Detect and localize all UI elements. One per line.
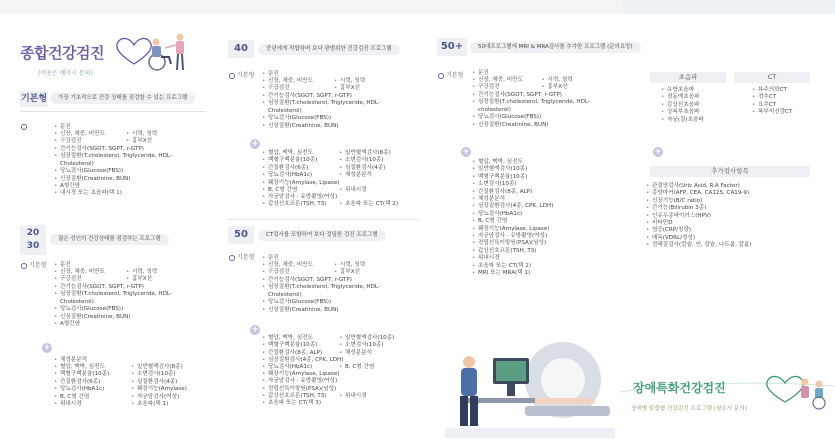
age50-extra-items2 <box>262 371 339 393</box>
list-item: • 흉부X선 <box>126 276 194 283</box>
list-item: • 혈압, 맥박, 심전도 <box>472 159 553 166</box>
list-item: • B, C형 간염 <box>472 218 553 225</box>
list-item: • 위내시경 <box>54 401 127 408</box>
age40-extra-pairs <box>262 150 412 180</box>
list-item: • 위내시경 <box>339 187 412 194</box>
list-item: • 문진 <box>472 70 489 77</box>
list-item: • 비타민D <box>646 220 752 227</box>
list-item: • 요추CT <box>752 102 792 109</box>
ct-list <box>752 87 792 117</box>
special-title: 장애특화건강검진 <box>633 381 726 395</box>
plus-icon: + <box>654 147 662 157</box>
list-item: • 구강검진 <box>54 276 122 283</box>
list-item: • 소변검사(10종) <box>131 371 204 378</box>
list-item: Cholesterol) <box>268 107 302 114</box>
list-item: • 구강검진 <box>54 138 122 145</box>
list-item: • 간기능검사(SGOT, SGPT, r-GTP) <box>262 93 380 100</box>
list-item: Cholesterol) <box>60 160 94 167</box>
page-subtitle: (비용은 예약시 문의) <box>38 70 93 77</box>
q-icon <box>21 263 27 269</box>
list-item: • 시력, 청력 <box>334 262 402 269</box>
list-item: • 심장질환(T.cholesterol, Triglyceride, HDL- <box>262 284 380 291</box>
list-item: • 흉부X선 <box>334 269 402 276</box>
list-item: • 당뇨검사(HbA1c) <box>262 172 335 179</box>
plus-icon: + <box>43 343 51 353</box>
list-item: • 간기능검사(SGOT, SGPT, r-GTP) <box>472 92 590 99</box>
list-item: cholesterol) <box>478 106 511 113</box>
age50-extra-last <box>262 400 321 407</box>
age50plus-pairs <box>472 77 607 92</box>
age40-pairs <box>262 78 402 93</box>
list-item: • 심장질환(T.cholesterol, Triglyceride, HDL- <box>262 100 380 107</box>
list-item: • 체성분분석 <box>339 172 412 179</box>
plus-icon: + <box>251 325 259 335</box>
list-item: • 혈압, 맥박, 심전도 <box>262 335 335 342</box>
list-item: • 당뇨검사(HbA1c) <box>262 364 335 371</box>
age2030-pairs <box>54 269 194 284</box>
list-item: • 당뇨검사(HbA1c) <box>54 386 127 393</box>
people-illustration <box>795 376 831 410</box>
age2030-extra-pairs <box>54 364 204 408</box>
list-item: • 초음파 또는 CT(택 3) <box>262 400 321 407</box>
list-item: • 위내시경 <box>472 255 553 262</box>
list-item: • 체성분분석 <box>339 350 412 357</box>
list-item: • 일반혈액검사(10종) <box>339 335 412 342</box>
list-item: • 자궁(질)초음파 <box>661 117 704 124</box>
list-item: • 심질환검사(4종) <box>339 165 412 172</box>
list-item: • 체성분분석 <box>472 196 553 203</box>
list-item: • 갑상선호르몬(TSH, T3) <box>262 393 335 400</box>
list-item: • 염증(CRP/칭량) <box>646 227 752 234</box>
additional-list <box>646 183 752 250</box>
list-item: • 관절염검사(Uric Acid, R.A Factor) <box>646 183 752 190</box>
age50-desc: CT검사를 포함하여 보다 정밀한 검진 프로그램 <box>258 230 386 241</box>
list-item: • 심장질환(T.cholesterol, Triglyceride, HDL- <box>54 291 172 298</box>
age2030-badge-bottom: 30 <box>26 241 40 251</box>
age2030-badge-top: 20 <box>26 228 40 238</box>
basic-desc: 가장 기초적으로 건강 상태를 점검할 수 있는 프로그램 <box>50 93 195 104</box>
ultrasound-list <box>661 87 704 124</box>
list-item: • 췌장기능(Amylase, Lipase) <box>472 226 553 233</box>
mri-scan-illustration <box>445 318 615 438</box>
list-item: • 간질환검사(6종) <box>54 379 127 386</box>
divider <box>228 219 418 220</box>
list-item: • 심장질환검사(4종, CPK, LDH) <box>472 203 553 210</box>
list-item: Cholesterol) <box>268 291 302 298</box>
list-item: • 소변검사(10종) <box>472 181 553 188</box>
plus-icon: + <box>462 147 470 157</box>
list-item: • 전립선특이항원(PSA)(남성) <box>472 240 553 247</box>
list-item: • 구강검진 <box>262 85 330 92</box>
list-item: • 신장질환(Creatinine, BUN) <box>54 176 172 183</box>
list-item: • 혈압, 맥박, 심전도 <box>262 150 335 157</box>
basic-pairs <box>54 131 194 146</box>
list-item: • 흉부X선 <box>126 138 194 145</box>
q-icon <box>438 73 444 79</box>
list-item: • 초음파 또는 CT(택 2) <box>472 263 553 270</box>
list-item: • 내시경 또는 초음파(택 1) <box>54 190 172 197</box>
list-item: • 인유두종바이러스(HPV) <box>646 213 752 220</box>
age50plus-badge: 50+ <box>437 38 467 56</box>
list-item: • 시력, 청력 <box>542 77 608 84</box>
list-item: • 문진 <box>262 255 279 262</box>
ultrasound-head: 초음파 <box>650 72 726 83</box>
age50-badge: 50 <box>228 226 254 244</box>
age2030-badge <box>20 225 46 255</box>
age40-extra-last <box>262 201 412 208</box>
list-item: • 초음파(택 1) <box>131 401 204 408</box>
age50plus-list <box>472 92 590 129</box>
age40-label <box>229 72 254 80</box>
list-item: • 경추CT <box>752 94 792 101</box>
q-icon <box>229 255 235 261</box>
age2030-list <box>54 284 172 328</box>
top-strip-right <box>623 0 835 14</box>
list-item: • 당뇨검사(HbA1c) <box>472 211 553 218</box>
list-item: • 신장, 체중, 비만도 <box>262 78 330 85</box>
list-item: • 전립선특이항원(PSA)(남성) <box>262 386 339 393</box>
list-item: • 간질환검사(6종) <box>262 165 335 172</box>
age50plus-extra <box>472 159 553 278</box>
list-item: • 신장질환(Creatinine, BUN) <box>262 123 380 130</box>
list-item: • 간기능(Bilirubin 3종) <box>646 205 752 212</box>
age50-extra-pairs <box>262 335 412 357</box>
list-item: • 신장, 체중, 비만도 <box>472 77 538 84</box>
list-item: • B, C형 간염 <box>339 364 412 371</box>
age50-list <box>262 277 380 314</box>
age40-list <box>262 93 380 130</box>
list-item: • 유방초음파 <box>661 87 704 94</box>
age40-desc: 중년에게 적합하며 보다 광범위한 건강검진 프로그램 <box>258 44 400 55</box>
age40-badge: 40 <box>228 40 254 58</box>
list-item: • 갑상선호르몬(TSH, T3) <box>472 248 553 255</box>
list-item: • 당뇨검사(Glucose(FBS)) <box>262 115 380 122</box>
list-item: • MRI 또는 MRA(택 1) <box>472 270 553 277</box>
list-item: • 췌장기능(Amylase, Lipase) <box>262 371 339 378</box>
list-item: • 위내시경 <box>339 393 412 400</box>
wheelchair-illustration <box>145 32 191 72</box>
list-item: • 당뇨검사(Glucose(FBS)) <box>54 306 172 313</box>
list-item: • 체성분분석 <box>54 357 87 364</box>
list-item: • 혈압, 맥박, 심전도 <box>54 364 127 371</box>
list-item: • 신장, 체중, 비만도 <box>54 131 122 138</box>
additional-head: 추가검사항목 <box>650 166 810 177</box>
list-item: • 신장기능(B/C ratio) <box>646 198 752 205</box>
list-item: • 시력, 청력 <box>126 131 194 138</box>
list-item: • B, C형 간염 <box>262 187 335 194</box>
list-item: • 문진 <box>262 71 279 78</box>
list-item: • 심장질환(T.cholesterol, Triglyceride, HDL- <box>472 99 590 106</box>
list-item: • 매독(VDRL/정성) <box>646 235 752 242</box>
list-item: • 전해질검사(칼슘, 인, 칼슘, 나트륨, 칼륨) <box>646 242 752 249</box>
age2030-desc: 젊은 성인의 건강상태를 점검하는 프로그램 <box>50 234 169 245</box>
list-item: • 갑상선호르몬(TSH, T3) <box>262 201 335 208</box>
basic-list <box>54 146 172 198</box>
list-item: • 간질환검사(8종, ALP) <box>262 350 335 357</box>
list-item: • 간기능검사(SGOT, SGPT, r-GTP) <box>54 284 172 291</box>
list-item: • 간기능검사(SGOT, SGPT, r-GTP) <box>54 146 172 153</box>
age50plus-desc: 50대프로그램에 MRI & MRA검사를 추가한 프로그램 (문의요망) <box>470 42 641 53</box>
list-item: • 일반혈액검사(8종) <box>339 150 412 157</box>
list-item: • 구강검진 <box>472 84 538 91</box>
list-item: • 당뇨검사(Glucose(FBS)) <box>472 114 590 121</box>
list-item: • 백혈구백분율(10종) <box>472 174 553 181</box>
list-item: • 시력, 청력 <box>126 269 194 276</box>
list-item: • 심장질환검사(4종, CPK, LDH) <box>262 357 343 364</box>
list-item: • 백혈구백분율(10종) <box>262 157 335 164</box>
age50-pairs <box>262 262 402 277</box>
list-item: • 경동맥초음파 <box>661 94 704 101</box>
age50-label <box>229 254 254 262</box>
age50plus-label-text: 기본형 <box>446 72 464 79</box>
list-item: • 심장질환(T.cholesterol, Triglyceride, HDL- <box>54 153 172 160</box>
list-item: • B, C형 간염 <box>54 394 127 401</box>
list-item: • 시력, 청력 <box>334 78 402 85</box>
list-item: • 신장, 체중, 비만도 <box>262 262 330 269</box>
list-item: • 문진 <box>54 124 71 131</box>
basic-label <box>21 124 27 130</box>
list-item: • 흉부X선 <box>542 84 608 91</box>
age2030-label <box>21 262 46 270</box>
list-item: • 종양마커(AFP, CEA, CA125, CA19-9) <box>646 190 752 197</box>
list-item: • 백혈구백분율(10종) <box>54 371 127 378</box>
age40-label-text: 기본형 <box>237 72 255 79</box>
list-item: • 자궁암검사 · 유방촬영(여성) <box>262 378 339 385</box>
list-item: • 상복부초음파 <box>661 109 704 116</box>
plus-icon: + <box>251 139 259 149</box>
list-item: • A형간염 <box>54 321 172 328</box>
page-title: 종합건강검진 <box>20 44 104 62</box>
list-item: • 신장질환(Creatinine, BUN) <box>54 314 172 321</box>
list-item: • 흉부X선 <box>334 85 402 92</box>
list-item: • 백혈구백분율(10종) <box>262 342 335 349</box>
divider <box>20 111 206 112</box>
basic-badge: 기본형 <box>20 91 48 107</box>
list-item: • 신장질환(Creatinine, BUN) <box>262 307 380 314</box>
list-item: • 심질환검사(4종) <box>131 379 204 386</box>
list-item: • 당뇨검사(Glucose(FBS)) <box>54 168 172 175</box>
ct-head: CT <box>734 72 810 83</box>
list-item: • 일반혈액검사(8종) <box>131 364 204 371</box>
list-item: • 구강검진 <box>262 269 330 276</box>
list-item: • 복부저선량CT <box>752 109 792 116</box>
list-item: • 자궁암검사 · 유방촬영(여성) <box>262 194 337 201</box>
list-item: • 뷰주의학CT <box>752 87 792 94</box>
age50-label-text: 기본형 <box>237 254 255 261</box>
list-item: • 초음파 또는 CT(택 2) <box>339 201 412 208</box>
special-subtitle: 장애별 맞춤형 건강검진 프로그램 (필요시 문의) <box>631 406 747 412</box>
q-icon <box>229 73 235 79</box>
list-item: • 간질환검사(8종, ALP) <box>472 189 553 196</box>
list-item: • 췌장기능(Amylase, Lipase) <box>262 180 339 187</box>
list-item: • 자궁암검사 · 유방촬영(여성) <box>472 233 553 240</box>
list-item: • 신장질환(Creatinine, BUN) <box>472 122 590 129</box>
q-icon <box>21 124 27 130</box>
list-item: • 갑상선초음파 <box>661 102 704 109</box>
list-item: • 소변검사(10종) <box>339 157 412 164</box>
list-item: • 자궁암검사(여성) <box>131 394 204 401</box>
list-item: • A형간염 <box>54 183 172 190</box>
list-item: • 문진 <box>54 262 71 269</box>
list-item: • 신장, 체중, 비만도 <box>54 269 122 276</box>
list-item: Cholesterol) <box>60 298 94 305</box>
list-item: • 일반혈액검사(10종) <box>472 166 553 173</box>
age2030-label-text: 기본형 <box>29 262 47 269</box>
list-item: • 당뇨검사(Glucose(FBS)) <box>262 299 380 306</box>
list-item: • 췌장기능(Amylase) <box>131 386 204 393</box>
list-item: • 소변검사(10종) <box>339 342 412 349</box>
list-item: • 간기능검사(SGOT, SGPT, r-GTP) <box>262 277 380 284</box>
age50plus-label <box>438 72 463 80</box>
